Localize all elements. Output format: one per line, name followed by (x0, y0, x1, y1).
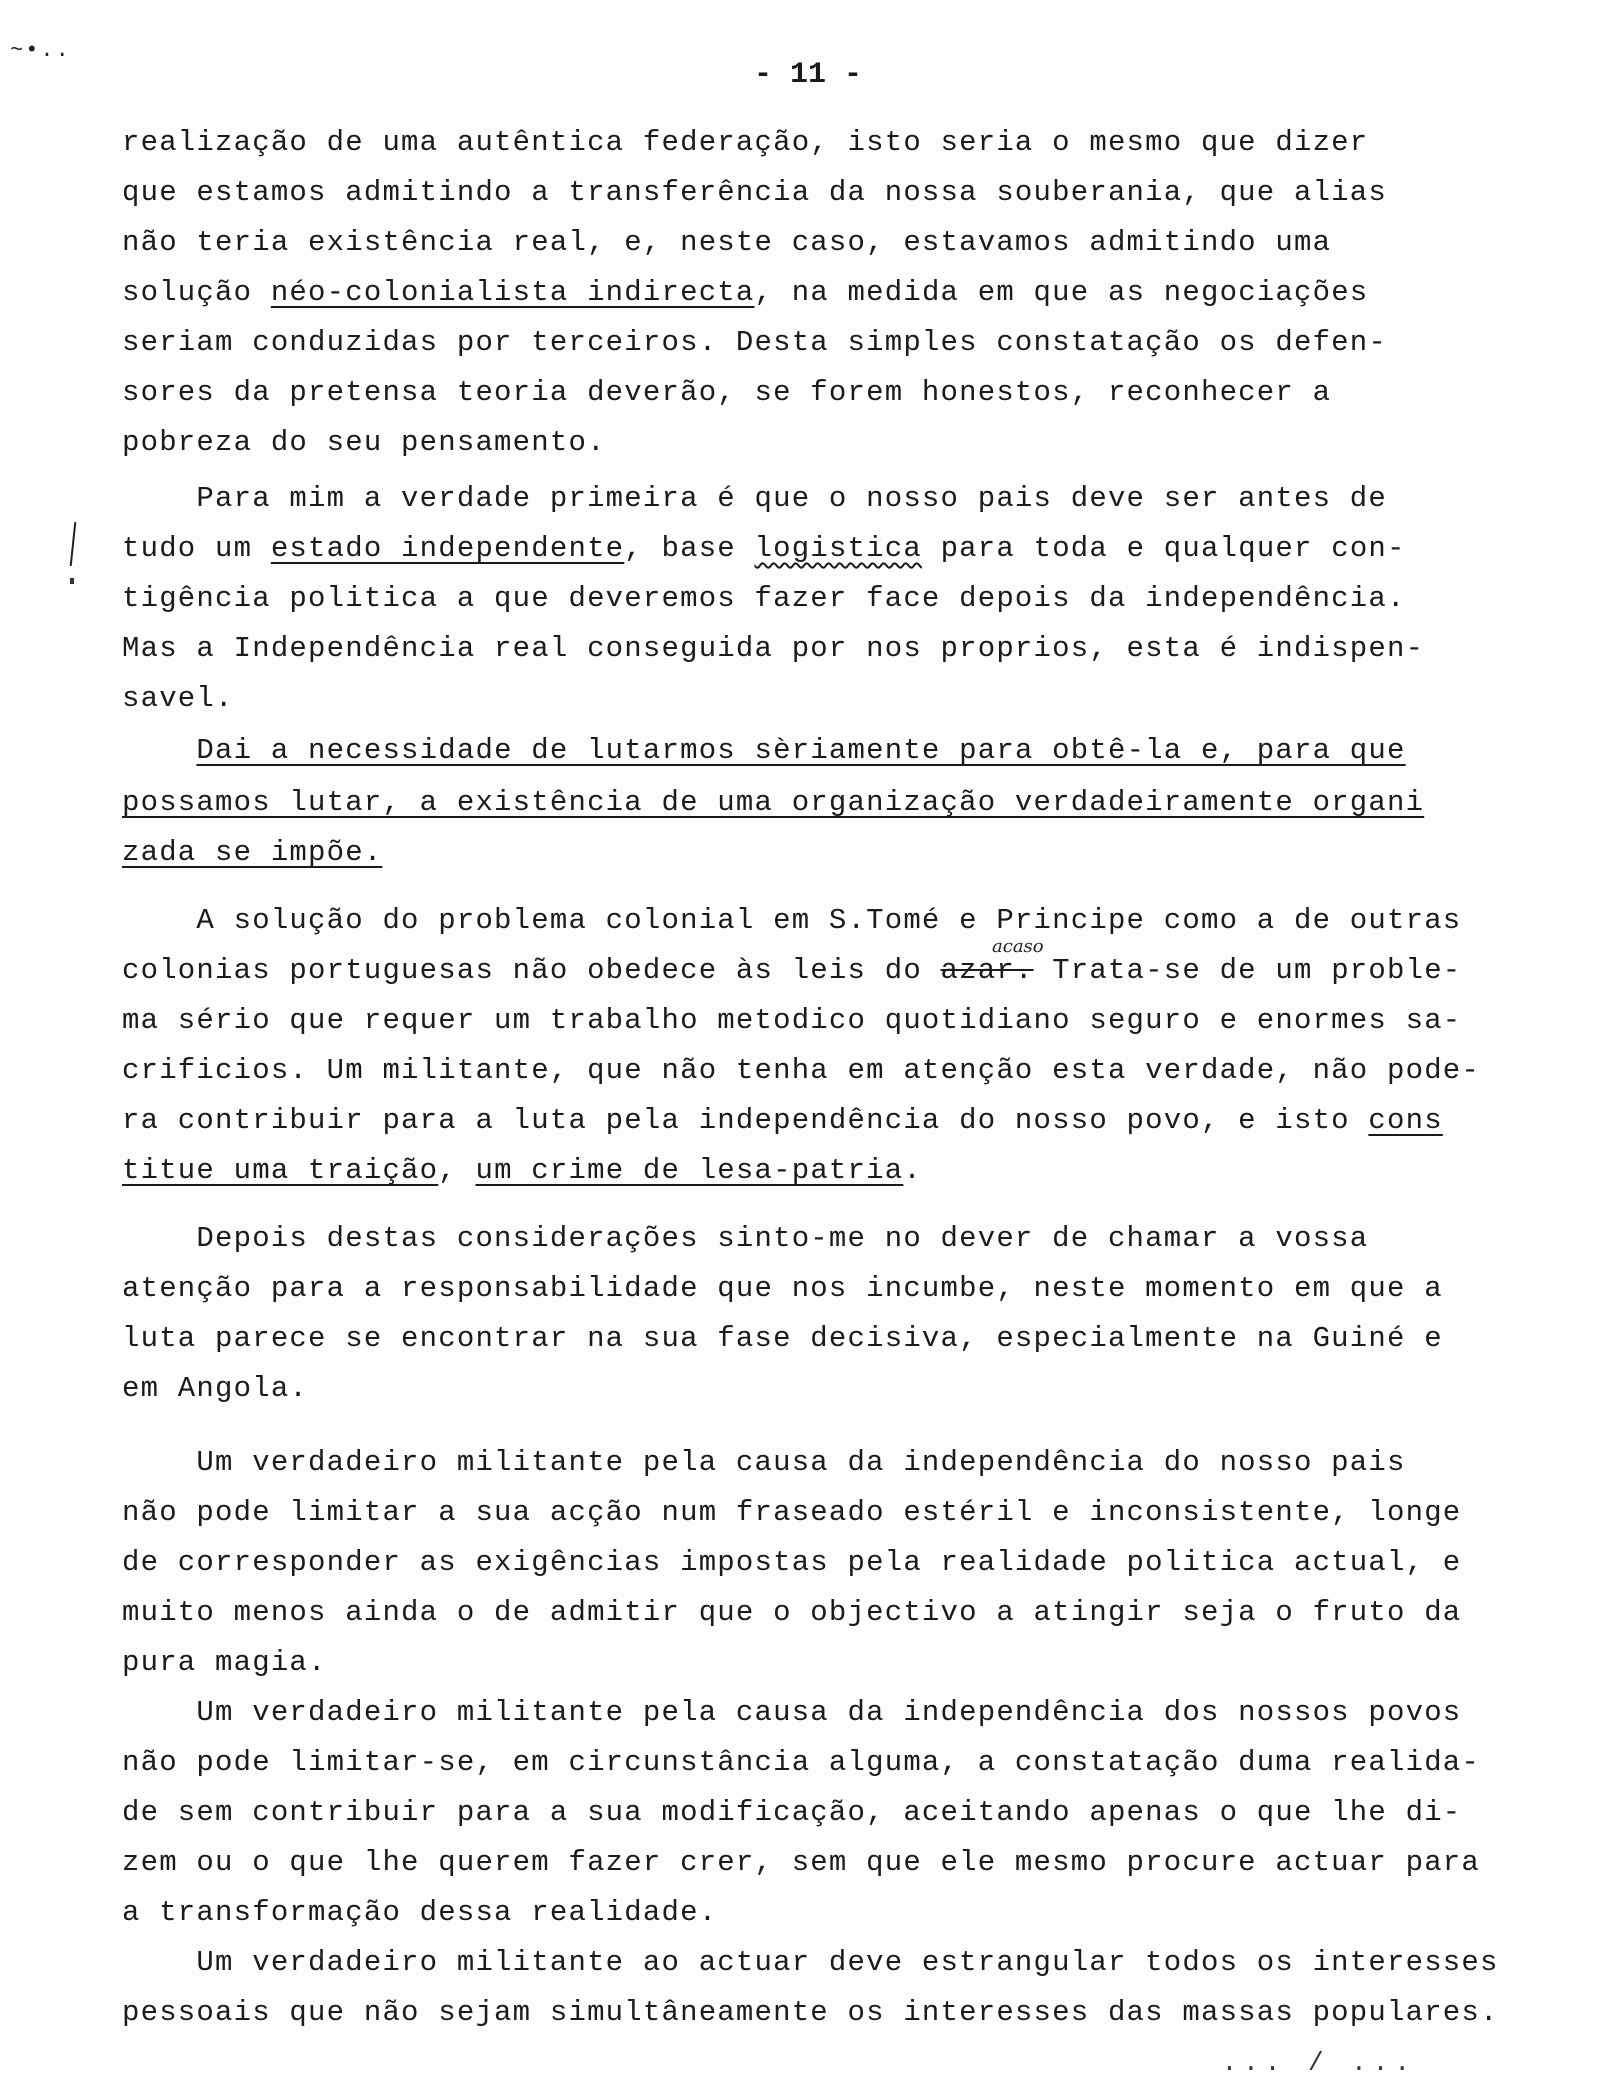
text-span (122, 734, 196, 767)
text-line: Um verdadeiro militante pela causa da independência do nosso pais (122, 1446, 1406, 1479)
underlined-phrase: cons (1368, 1104, 1443, 1137)
handwritten-correction: acaso (992, 936, 1044, 957)
text-line: atenção para a responsabilidade que nos incumbe, neste momento em que a (122, 1272, 1443, 1305)
text-line: Um verdadeiro militante ao actuar deve estrangular todos os interesses (122, 1946, 1499, 1979)
text-line: savel. (122, 682, 234, 715)
text-line: não teria existência real, e, neste caso, estavamos admitindo uma (122, 226, 1332, 259)
text-span: , na medida em que as negociações (754, 276, 1369, 309)
text-line: possamos lutar, a existência de uma organização verdadeiramente organi (122, 786, 1425, 819)
text-line (122, 1154, 922, 1188)
text-span: tudo um (122, 532, 271, 565)
text-line: em Angola. (122, 1372, 309, 1405)
text-line: pura magia. (122, 1646, 327, 1679)
text-line: Para mim a verdade primeira é que o nosso pais deve ser antes de (122, 482, 1387, 515)
text-line: realização de uma autêntica federação, isto seria o mesmo que dizer (122, 126, 1369, 159)
text-line: Mas a Independência real conseguida por nos proprios, esta é indispen- (122, 632, 1425, 665)
text-span: solução (122, 276, 271, 309)
text-span: . (903, 1154, 922, 1187)
text-line: pessoais que não sejam simultâneamente os interesses das massas populares. (122, 1996, 1499, 2029)
text-line: sores da pretensa teoria deverão, se forem honestos, reconhecer a (122, 376, 1332, 409)
margin-mark (70, 522, 77, 566)
text-line: crificios. Um militante, que não tenha em atenção esta verdade, não pode- (122, 1054, 1481, 1087)
corner-mark: ~•.. (10, 38, 71, 63)
text-span: , (438, 1154, 476, 1187)
text-span: ra contribuir para a luta pela independência do nosso povo, e isto (122, 1104, 1369, 1137)
text-span: , base (624, 532, 755, 565)
underlined-phrase: titue uma traição (122, 1154, 439, 1187)
underlined-phrase: estado independente (270, 532, 625, 565)
struck-word: azar. (940, 954, 1034, 987)
text-span: para toda e qualquer con- (921, 532, 1406, 565)
underlined-phrase: Dai a necessidade de lutarmos sèriamente para obtê-la e, para que (196, 734, 1406, 767)
text-line: luta parece se encontrar na sua fase decisiva, especialmente na Guiné e (122, 1322, 1443, 1355)
underlined-phrase: um crime de lesa-patria (475, 1154, 904, 1187)
text-line: Depois destas considerações sinto-me no dever de chamar a vossa (122, 1222, 1369, 1255)
text-line: de corresponder as exigências impostas pela realidade politica actual, e (122, 1546, 1462, 1579)
text-line (122, 532, 1406, 566)
text-line: zada se impõe. (122, 836, 383, 869)
text-line: não pode limitar a sua acção num fraseado estéril e inconsistente, longe (122, 1496, 1462, 1529)
text-span: colonias portuguesas não obedece às leis do (122, 954, 941, 987)
text-line: muito menos ainda o de admitir que o objectivo a atingir seja o fruto da (122, 1596, 1462, 1629)
text-line (122, 954, 1461, 988)
text-line: que estamos admitindo a transferência da nossa souberania, que alias (122, 176, 1387, 209)
continuation-mark: ... / ... (1221, 2048, 1416, 2078)
text-line: A solução do problema colonial em S.Tomé e Principe como a de outras (122, 904, 1462, 937)
text-line: Um verdadeiro militante pela causa da independência dos nossos povos (122, 1696, 1462, 1729)
text-line: pobreza do seu pensamento. (122, 426, 606, 459)
text-line (122, 276, 1368, 310)
text-line: não pode limitar-se, em circunstância alguma, a constatação duma realida- (122, 1746, 1481, 1779)
text-line: ma sério que requer um trabalho metodico quotidiano seguro e enormes sa- (122, 1004, 1462, 1037)
underlined-phrase: néo-colonialista indirecta (270, 276, 755, 309)
text-line: a transformação dessa realidade. (122, 1896, 718, 1929)
text-line: de sem contribuir para a sua modificação, aceitando apenas o que lhe di- (122, 1796, 1462, 1829)
margin-dot (70, 578, 74, 584)
text-line: tigência politica a que deveremos fazer face depois da independência. (122, 582, 1406, 615)
text-span: Trata-se de um proble- (1033, 954, 1462, 987)
text-line (122, 1104, 1443, 1138)
text-line: seriam conduzidas por terceiros. Desta simples constatação os defen- (122, 326, 1387, 359)
page-number: - 11 - (753, 58, 863, 92)
text-line (122, 734, 1406, 768)
text-line: zem ou o que lhe querem fazer crer, sem que ele mesmo procure actuar para (122, 1846, 1481, 1879)
underlined-phrase: logistica (754, 532, 922, 565)
